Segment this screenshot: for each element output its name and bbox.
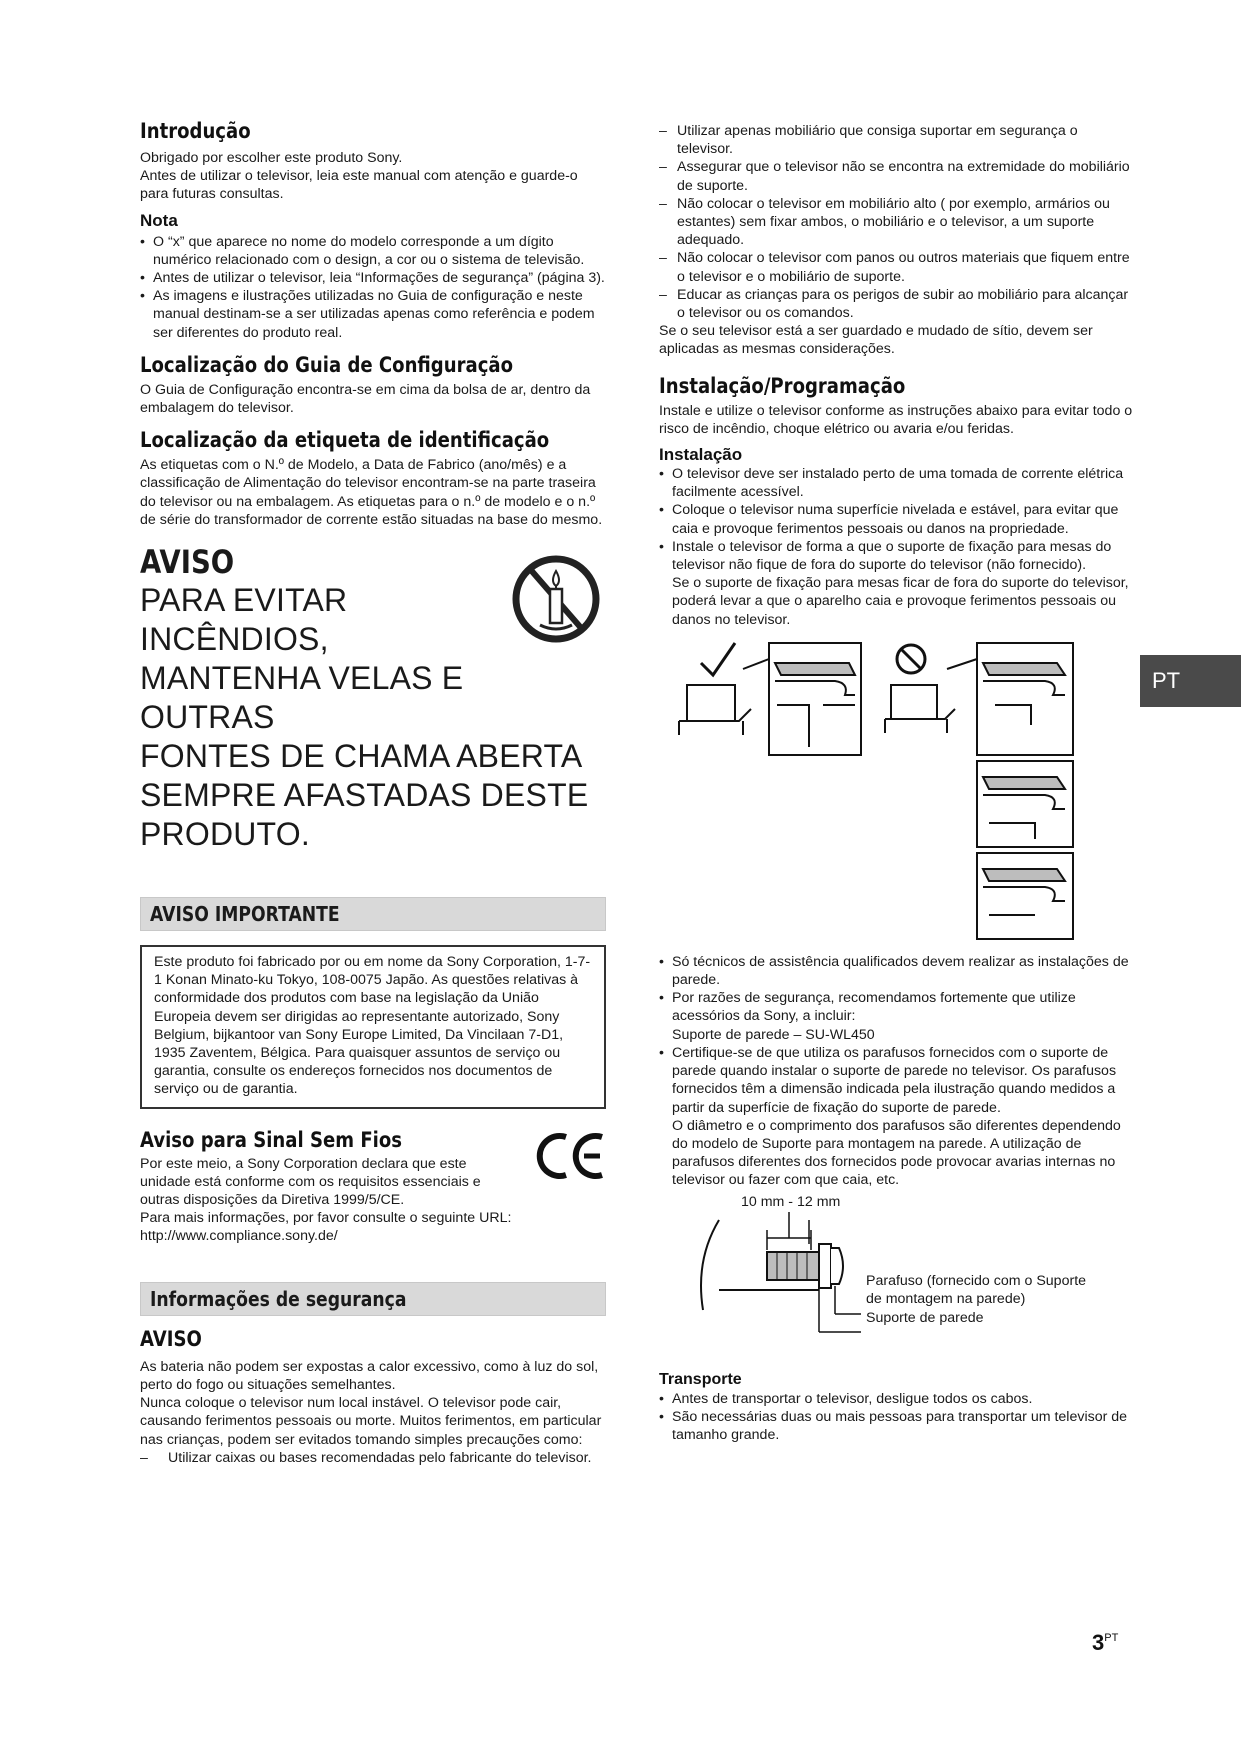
nota-list (140, 233, 606, 342)
seguranca-item: – Educar as crianças para os perigos de subir ao mobiliário para alcançar o televisor ou os comandos. (659, 286, 1137, 322)
instalacao-item (659, 538, 1137, 629)
seguranca-text-3: Se o seu televisor está a ser guardado e mudado de sítio, devem ser aplicadas as mesmas considerações. (659, 323, 1093, 358)
screw-figure (659, 1190, 1137, 1362)
seguranca-item: – Assegurar que o televisor não se encontra na extremidade do mobiliário de suporte. (659, 158, 1137, 194)
detail-ok (743, 643, 861, 755)
table-stand-figure (659, 635, 1137, 945)
seguranca-text-2: Nunca coloque o televisor num local instável. O televisor pode cair, causando ferimentos pessoais ou morte. Muitos ferimentos, em particular nas crianças, podem ser evitados tomando simples precauções como: (140, 1395, 602, 1448)
guia-title: Localização do Guia de Configuração (140, 352, 513, 377)
parede-item-text: • Por razões de segurança, recomendamos fortemente que utilize acessórios da Sony, a incluir: (672, 990, 1076, 1025)
tv-on-table-wrong (885, 685, 955, 733)
sinal-title: Aviso para Sinal Sem Fios (140, 1127, 403, 1152)
instalacao-item: • O televisor deve ser instalado perto de uma tomada de corrente elétrica facilmente acessível. (659, 465, 1137, 501)
left-column (140, 118, 606, 1467)
instalacao-title: Instalação (659, 445, 743, 465)
nota-item: • As imagens e ilustrações utilizadas no Guia de configuração e neste manual destinam-se a ser utilizadas apenas como referência e podem ser diferentes do produto real. (140, 287, 606, 342)
etiqueta-text: As etiquetas com o N.º de Modelo, a Data de Fabrico (ano/mês) e a classificação de Alimentação do televisor encontram-se na parte traseira do televisor ou na embalagem. As etiquetas para o n.º de modelo e o n.º de série do transformador de corrente estão situadas na base do mesmo. (140, 457, 603, 528)
parede-item (659, 1044, 1137, 1190)
seguranca-aviso: AVISO (140, 1326, 202, 1351)
seguranca-list-right (659, 122, 1137, 322)
detail-wrong (947, 643, 1073, 755)
right-column (659, 122, 1137, 1444)
transporte-title: Transporte (659, 1370, 742, 1388)
sinal-text-2: Para mais informações, por favor consulte o seguinte URL: (140, 1210, 512, 1227)
intro-text-2: Antes de utilizar o televisor, leia este manual com atenção e guarde-o para futuras consultas. (140, 168, 578, 203)
nota-item: • O “x” que aparece no nome do modelo corresponde a um dígito numérico relacionado com o design, a cor ou o sistema de televisão. (140, 233, 606, 269)
parede-item (659, 989, 1137, 1044)
page-number (1092, 1630, 1118, 1656)
screw-label-line: Parafuso (fornecido com o Suporte (866, 1272, 1087, 1289)
fire-warning-line: PARA EVITAR (140, 582, 348, 619)
seguranca-title: Informações de segurança (150, 1286, 407, 1311)
instalacao-item: • Coloque o televisor numa superfície nivelada e estável, para evitar que caia e provoque ferimentos pessoais ou danos na propriedade. (659, 501, 1137, 537)
no-symbol-icon (897, 645, 925, 673)
aviso-importante-text: Este produto foi fabricado por ou em nome da Sony Corporation, 1-7-1 Konan Minato-ku Tokyo, 108-0075 Japão. As questões relativas à conformidade dos produtos com base na legislação da União Europeia devem ser dirigidas ao representante autorizado, Sony Belgium, bijkantoor van Sony Europe Limited, Da Vincilaan 7-D1, 1935 Zaventem, Bélgica. Para quaisquer assuntos de serviço ou garantia, consulte os endereços fornecidos nos documentos de serviço ou de garantia. (154, 954, 591, 1098)
ce-mark-icon (536, 1131, 608, 1181)
instalacao-list (659, 465, 1137, 629)
sinal-url: http://www.compliance.sony.de/ (140, 1228, 338, 1245)
aviso-importante-title: AVISO IMPORTANTE (150, 902, 340, 927)
nota-title: Nota (140, 210, 178, 230)
screw-label-line: de montagem na parede) (866, 1291, 1026, 1308)
page-number-suffix: PT (1104, 1632, 1119, 1644)
fire-warning (140, 543, 606, 854)
aviso-importante-header (140, 897, 606, 931)
transporte-item: • São necessárias duas ou mais pessoas para transportar um televisor de tamanho grande. (659, 1408, 1137, 1444)
parede-list (659, 953, 1137, 1190)
tv-on-table-ok (679, 685, 751, 735)
fire-warning-line: FONTES DE CHAMA ABERTA (140, 738, 583, 775)
seguranca-item: – Não colocar o televisor com panos ou outros materiais que fiquem entre o televisor e o mobiliário de suporte. (659, 249, 1137, 285)
seguranca-item: – Utilizar caixas ou bases recomendadas pelo fabricante do televisor. (140, 1449, 606, 1467)
detail-wrong-2 (977, 761, 1073, 847)
intro-text-1: Obrigado por escolher este produto Sony. (140, 150, 403, 166)
page-number-value: 3 (1092, 1630, 1105, 1655)
fire-warning-line: INCÊNDIOS, (140, 621, 329, 658)
correct-checkmark-icon (701, 643, 735, 675)
instalacao-prog-title: Instalação/Programação (659, 373, 906, 398)
transporte-item: • Antes de transportar o televisor, desligue todos os cabos. (659, 1390, 1137, 1408)
nota-item: • Antes de utilizar o televisor, leia “Informações de segurança” (página 3). (140, 269, 606, 287)
transporte-list (659, 1390, 1137, 1445)
seguranca-item: – Utilizar apenas mobiliário que consiga suportar em segurança o televisor. (659, 122, 1137, 158)
intro-title: Introdução (140, 119, 251, 143)
sinal-text: Por este meio, a Sony Corporation declara que este unidade está conforme com os requisitos essenciais e outras disposições da Diretiva 1999/5/CE. (140, 1155, 481, 1209)
screw-label (866, 1272, 1086, 1328)
detail-wrong-3 (977, 853, 1073, 939)
seguranca-item: – Não colocar o televisor em mobiliário alto ( por exemplo, armários ou estantes) sem fixar ambos, o mobiliário e o televisor, a um suporte adequado. (659, 195, 1137, 250)
fire-warning-title: AVISO (140, 543, 235, 582)
screw-dimension-label: 10 mm - 12 mm (741, 1193, 841, 1210)
wireless-notice (140, 1127, 606, 1246)
parede-item-text: • Certifique-se de que utiliza os parafusos fornecidos com o suporte de parede quando instalar o suporte de parede no televisor. Os parafusos fornecidos têm a dimensão indicada pela ilustração quando medidos a partir da superfície de fixação do suporte de parede. (672, 1044, 1117, 1116)
aviso-importante-box (140, 945, 606, 1109)
language-tab: PT (1140, 655, 1241, 707)
instalacao-prog-text: Instale e utilize o televisor conforme as instruções abaixo para evitar todo o risco de incêndio, choque elétrico ou avaria e/ou feridas. (659, 402, 1133, 437)
instalacao-item-extra: Se o suporte de fixação para mesas ficar de fora do suporte do televisor, poderá levar a que o aparelho caia e provoque ferimentos pessoais ou danos no televisor. (672, 575, 1129, 628)
seguranca-list-left (140, 1449, 606, 1467)
bracket-label: Suporte de parede (866, 1309, 984, 1326)
no-candle-icon (510, 551, 602, 647)
instalacao-item-text: • Instale o televisor de forma a que o suporte de fixação para mesas do televisor não fique de fora do suporte do televisor (não fornecido). (672, 538, 1112, 574)
parede-item-extra: O diâmetro e o comprimento dos parafusos são diferentes dependendo do modelo de Suporte para montagem na parede. A utilização de parafusos diferentes dos fornecidos pode provocar avarias internas no televisor ou fazer com que caia, etc. (672, 1117, 1121, 1189)
guia-text: O Guia de Configuração encontra-se em cima da bolsa de ar, dentro da embalagem do televisor. (140, 381, 591, 417)
parede-item: • Só técnicos de assistência qualificados devem realizar as instalações de parede. (659, 953, 1137, 989)
etiqueta-title: Localização da etiqueta de identificação (140, 428, 550, 453)
fire-warning-line: MANTENHA VELAS E OUTRAS (140, 660, 464, 736)
fire-warning-line: PRODUTO. (140, 816, 310, 853)
seguranca-text-1: As bateria não podem ser expostas a calor excessivo, como à luz do sol, perto do fogo ou situações semelhantes. (140, 1358, 599, 1393)
fire-warning-line: SEMPRE AFASTADAS DESTE (140, 777, 589, 814)
seguranca-header (140, 1282, 606, 1316)
parede-item-extra: Suporte de parede – SU-WL450 (672, 1026, 875, 1043)
